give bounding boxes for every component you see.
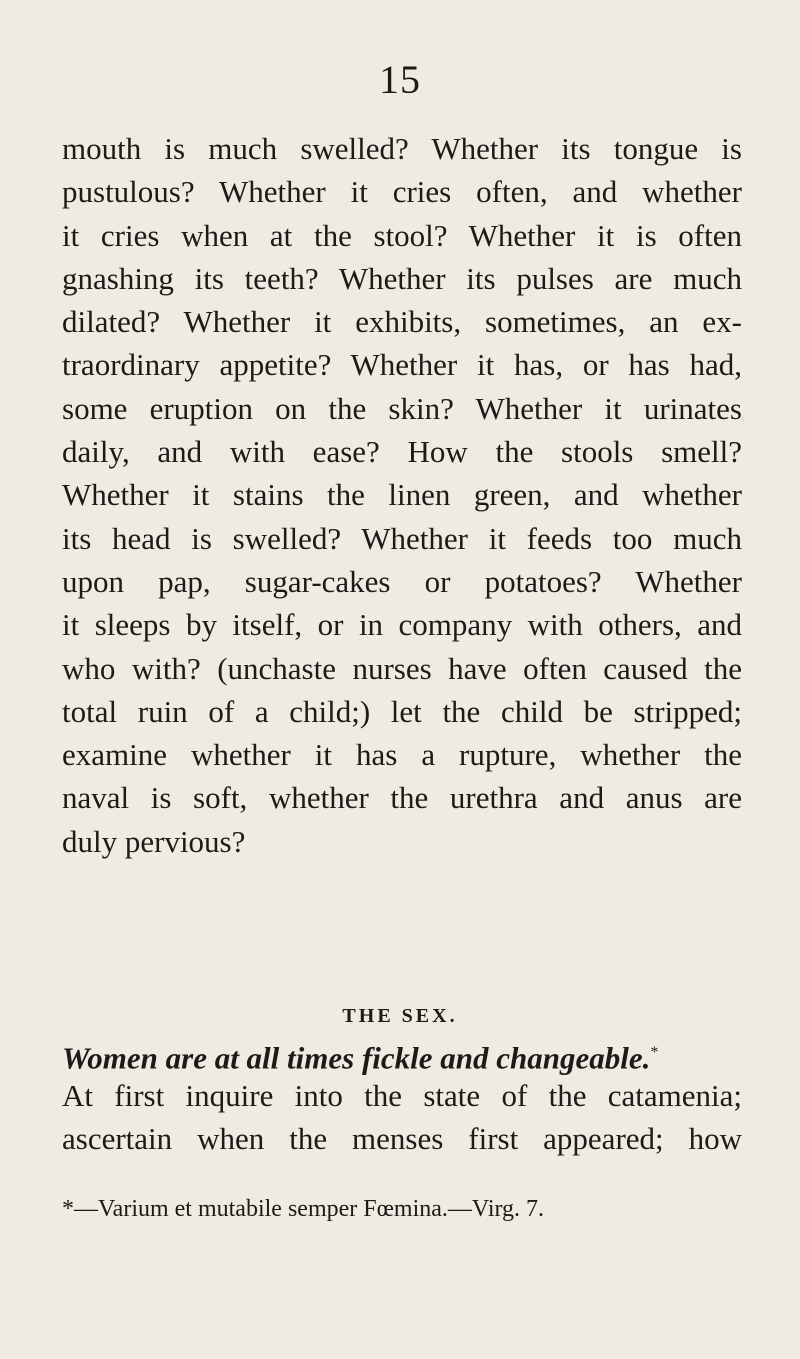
text-line: some eruption on the skin? Whether it urinates — [62, 390, 742, 426]
text-line: mouth is much swelled? Whether its tongue is — [62, 131, 742, 166]
body-paragraph — [62, 127, 742, 863]
text-line: who with? (unchaste nurses have often caused the — [62, 650, 742, 686]
section-motto — [62, 1031, 742, 1080]
text-line: its head is swelled? Whether it feeds too much — [62, 520, 742, 556]
text-line: gnashing its teeth? Whether its pulses are much — [62, 260, 742, 296]
text-line: it cries when at the stool? Whether it is often — [62, 217, 742, 253]
text-line: ascertain when the menses first appeared; how — [62, 1121, 742, 1157]
text-line: traordinary appetite? Whether it has, or has had, — [62, 347, 742, 383]
text-line: examine whether it has a rupture, whether the — [62, 737, 742, 773]
section-heading: THE SEX. — [342, 1005, 458, 1027]
text-line: upon pap, sugar-cakes or potatoes? Whether — [62, 563, 742, 599]
text-line: At first inquire into the state of the catamenia; — [62, 1078, 742, 1113]
section-paragraph — [62, 1074, 742, 1161]
page-number: 15 — [379, 57, 421, 102]
text-line: total ruin of a child;) let the child be stripped; — [62, 693, 742, 729]
text-line: daily, and with ease? How the stools smell? — [62, 434, 742, 470]
footnote: *—Varium et mutabile semper Fœmina.—Virg. 7. — [62, 1196, 545, 1222]
text-line: pustulous? Whether it cries often, and whether — [62, 174, 742, 210]
text-line: duly pervious? — [62, 823, 246, 859]
motto-text: Women are at all times fickle and changeable. — [62, 1040, 651, 1076]
footnote-marker: * — [650, 1044, 659, 1061]
text-line: it sleeps by itself, or in company with others, and — [62, 607, 742, 643]
text-line: naval is soft, whether the urethra and anus are — [62, 780, 742, 816]
text-line: dilated? Whether it exhibits, sometimes, an ex- — [62, 304, 742, 340]
text-line: Whether it stains the linen green, and whether — [62, 477, 742, 513]
